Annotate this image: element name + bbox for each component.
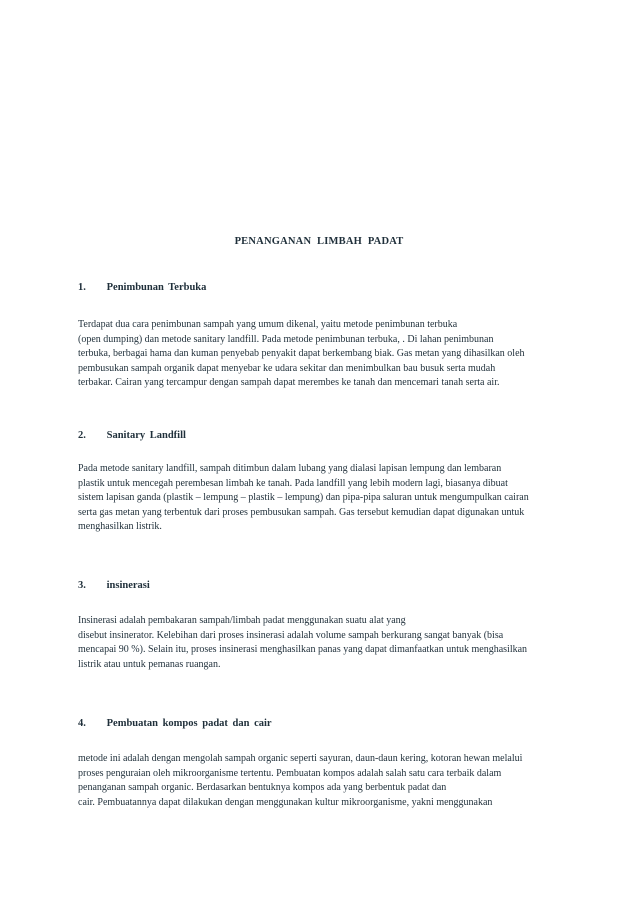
paragraph-line: penanganan sampah organic. Berdasarkan bentuknya kompos ada yang berbentuk padat dan — [78, 782, 447, 793]
paragraph-line: plastik untuk mencegah perembesan limbah ke tanah. Pada landfill yang lebih modern lagi, biasanya dibuat — [78, 477, 508, 489]
paragraph-line: cair. Pembuatannya dapat dilakukan dengan menggunakan kultur mikroorganisme, yakni menggunakan — [78, 796, 493, 808]
paragraph-line: listrik atau untuk pemanas ruangan. — [78, 658, 221, 670]
paragraph-line: Pada metode sanitary landfill, sampah ditimbun dalam lubang yang dialasi lapisan lempung dan lembaran — [78, 463, 502, 474]
paragraph-line: sistem lapisan ganda (plastik – lempung – plastik – lempung) dan pipa-pipa saluran untuk mengumpulkan cairan — [78, 492, 529, 503]
paragraph-line: serta gas metan yang terbentuk dari proses pembusukan sampah. Gas tersebut kemudian dapat digunakan untuk — [78, 506, 525, 518]
paragraph-line: proses penguraian oleh mikroorganisme tertentu. Pembuatan kompos adalah salah satu cara terbaik dalam — [78, 767, 502, 779]
section-paragraph-4 — [78, 752, 568, 810]
section-title: Sanitary Landfill — [106, 430, 186, 441]
section-number: 2. — [78, 430, 86, 441]
section-number: 1. — [78, 282, 86, 293]
paragraph-line: menghasilkan listrik. — [78, 521, 162, 532]
paragraph-line: metode ini adalah dengan mengolah sampah organic seperti sayuran, daun-daun kering, kotoran hewan melalui — [78, 753, 523, 764]
section-heading-2 — [78, 430, 186, 441]
paragraph-line: Insinerasi adalah pembakaran sampah/limbah padat menggunakan suatu alat yang — [78, 615, 406, 626]
paragraph-line: disebut insinerator. Kelebihan dari proses insinerasi adalah volume sampah berkurang sangat banyak (bisa — [78, 629, 504, 641]
paragraph-line: mencapai 90 %). Selain itu, proses insinerasi menghasilkan panas yang dapat dimanfaatkan untuk menghasilkan — [78, 644, 528, 655]
section-title: Pembuatan kompos padat dan cair — [106, 718, 272, 729]
section-heading-3 — [78, 580, 150, 591]
paragraph-line: (open dumping) dan metode sanitary landfill. Pada metode penimbunan terbuka, . Di lahan penimbunan — [78, 333, 494, 345]
paragraph-line: pembusukan sampah organik dapat menyebar ke udara sekitar dan menimbulkan bau busuk serta mudah — [78, 362, 496, 374]
section-paragraph-1 — [78, 318, 568, 391]
section-paragraph-3 — [78, 614, 568, 672]
section-heading-1 — [78, 282, 206, 293]
section-number: 4. — [78, 718, 86, 729]
section-title: insinerasi — [106, 580, 150, 591]
page-title: PENANGANAN LIMBAH PADAT — [234, 236, 404, 247]
section-heading-4 — [78, 718, 272, 729]
section-number: 3. — [78, 580, 86, 591]
paragraph-line: terbuka, berbagai hama dan kuman penyebab penyakit dapat berkembang biak. Gas metan yang dihasilkan oleh — [78, 348, 525, 359]
paragraph-line: terbakar. Cairan yang tercampur dengan sampah dapat merembes ke tanah dan mencemari tanah serta air. — [78, 377, 500, 388]
section-title: Penimbunan Terbuka — [106, 282, 207, 293]
paragraph-line: Terdapat dua cara penimbunan sampah yang umum dikenal, yaitu metode penimbunan terbuka — [78, 319, 458, 330]
section-paragraph-2 — [78, 462, 568, 535]
